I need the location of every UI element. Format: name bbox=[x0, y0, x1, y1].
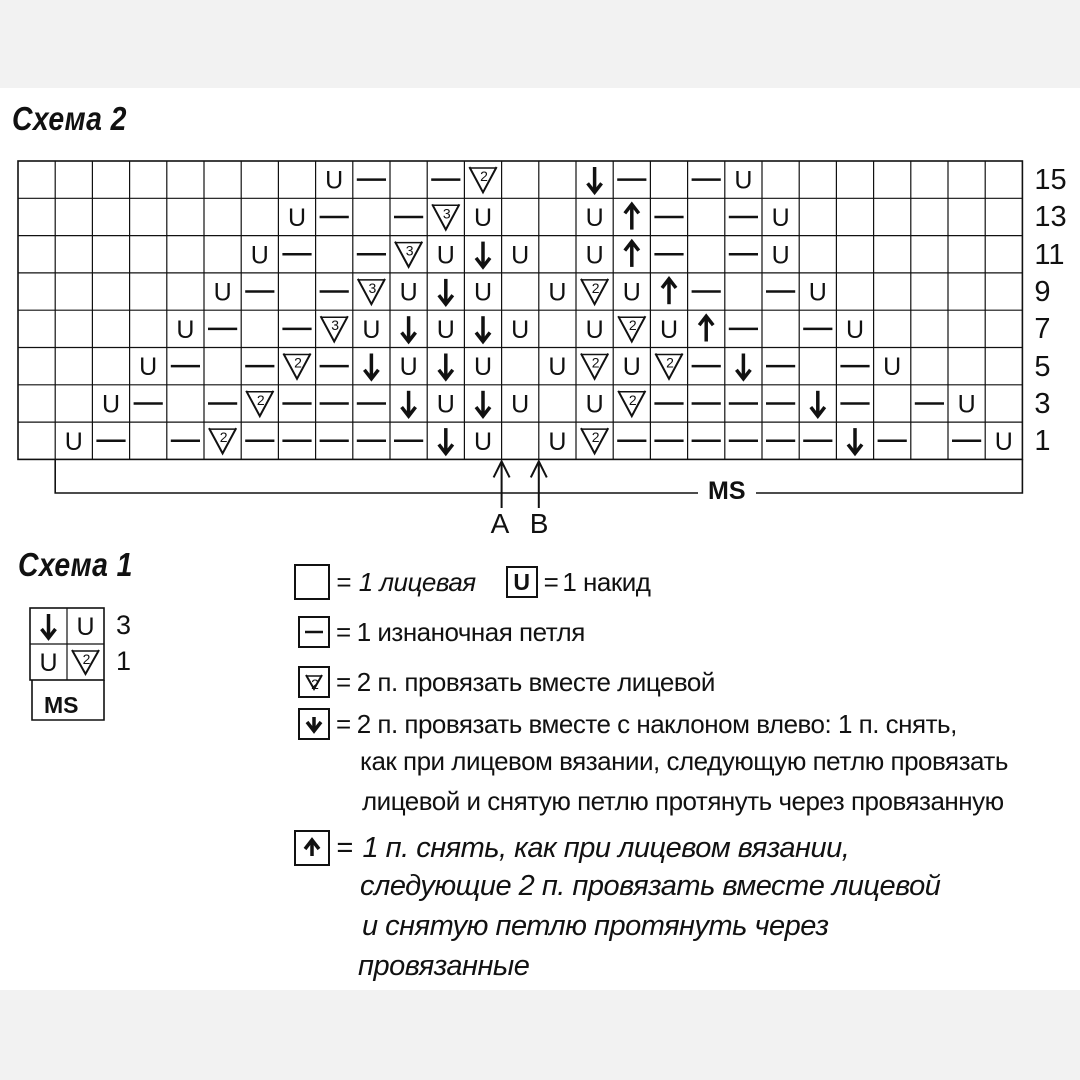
yarn-over-icon: U bbox=[734, 166, 753, 195]
svg-text:3: 3 bbox=[442, 205, 451, 222]
yarn-over-icon: U bbox=[64, 427, 83, 456]
sk2p-up-arrow-icon bbox=[305, 840, 319, 856]
schema2-row-number: 11 bbox=[1034, 238, 1065, 271]
yarn-over-icon: U bbox=[511, 390, 530, 419]
svg-text:2: 2 bbox=[311, 676, 319, 692]
arrow-a bbox=[494, 461, 510, 508]
yarn-over-icon: U bbox=[399, 353, 418, 382]
ssk-down-arrow-icon bbox=[307, 717, 321, 731]
yarn-over-icon: U bbox=[511, 315, 530, 344]
yarn-over-icon: U bbox=[473, 427, 493, 456]
schema1-row-number: 3 bbox=[116, 610, 132, 640]
marker-a-label: A bbox=[490, 508, 510, 539]
k2tog-icon bbox=[306, 675, 322, 692]
purl-icon bbox=[298, 616, 330, 648]
svg-text:2: 2 bbox=[591, 429, 600, 446]
legend-ssk-line3: лицевой и снятую петлю протянуть через провязанную bbox=[362, 786, 1004, 816]
schema1-title: Схема 1 bbox=[18, 546, 133, 583]
ms-label: MS bbox=[698, 479, 756, 504]
sk2p-up-arrow-icon bbox=[294, 830, 330, 866]
yarn-over-icon: U bbox=[473, 203, 493, 232]
schema2-title: Схема 2 bbox=[12, 100, 127, 137]
ssk-down-arrow-icon bbox=[298, 708, 330, 740]
svg-text:2: 2 bbox=[591, 279, 600, 296]
legend-knit: = 1 лицевая U = 1 накид bbox=[294, 564, 650, 600]
yarn-over-icon: U bbox=[548, 353, 567, 382]
knit-icon bbox=[294, 564, 330, 600]
yarn-over-icon: U bbox=[994, 427, 1013, 456]
schema2-row-number: 13 bbox=[1034, 201, 1067, 234]
yarn-over-icon: U bbox=[506, 566, 538, 598]
yarn-over-icon: U bbox=[622, 278, 641, 307]
yarn-over-icon: U bbox=[585, 390, 604, 419]
svg-text:3: 3 bbox=[405, 242, 414, 259]
yarn-over-icon: U bbox=[473, 353, 493, 382]
legend-sk2p: = 1 п. снять, как при лицевом вязании, bbox=[294, 830, 849, 866]
yarn-over-icon: U bbox=[436, 315, 455, 344]
yarn-over-icon: U bbox=[548, 278, 567, 307]
svg-text:3: 3 bbox=[368, 279, 377, 296]
yarn-over-icon: U bbox=[176, 315, 195, 344]
schema2-chart bbox=[0, 88, 1080, 548]
yarn-over-icon: U bbox=[213, 278, 232, 307]
legend-ssk: = 2 п. провязать вместе с наклоном влево: 1 п. снять, bbox=[298, 708, 957, 740]
yarn-over-icon: U bbox=[250, 241, 269, 270]
schema2-row-number: 1 bbox=[1034, 425, 1051, 458]
legend-ssk-line2: как при лицевом вязании, следующую петлю провязать bbox=[360, 746, 1008, 776]
yarn-over-icon: U bbox=[436, 241, 455, 270]
legend-sk2p-line2: следующие 2 п. провязать вместе лицевой bbox=[360, 870, 941, 902]
yarn-over-icon: U bbox=[585, 241, 604, 270]
svg-text:2: 2 bbox=[219, 429, 228, 446]
svg-text:2: 2 bbox=[294, 354, 302, 371]
yarn-over-icon: U bbox=[287, 203, 307, 232]
yarn-over-icon: U bbox=[101, 390, 121, 419]
svg-text:2: 2 bbox=[628, 391, 637, 408]
yarn-over-icon: U bbox=[76, 613, 95, 641]
yarn-over-icon: U bbox=[399, 278, 418, 307]
yarn-over-icon: U bbox=[622, 353, 641, 382]
schema2-row-number: 7 bbox=[1034, 313, 1051, 346]
yarn-over-icon: U bbox=[585, 203, 604, 232]
schema1-grid bbox=[30, 608, 104, 680]
svg-text:2: 2 bbox=[666, 354, 674, 371]
k2tog-icon bbox=[298, 666, 330, 698]
schema2-row-number: 3 bbox=[1034, 387, 1051, 420]
svg-text:2: 2 bbox=[82, 651, 91, 667]
yarn-over-icon: U bbox=[585, 315, 604, 344]
schema2-row-number: 9 bbox=[1034, 275, 1051, 308]
yarn-over-icon: U bbox=[845, 315, 865, 344]
yarn-over-icon: U bbox=[659, 315, 679, 344]
yarn-over-icon: U bbox=[883, 353, 902, 382]
yarn-over-icon: U bbox=[771, 203, 790, 232]
legend-k2tog: 2 = 2 п. провязать вместе лицевой bbox=[298, 666, 715, 698]
marker-b-label: B bbox=[529, 508, 549, 539]
yarn-over-icon: U bbox=[436, 390, 455, 419]
svg-text:2: 2 bbox=[591, 354, 600, 371]
legend-purl: = 1 изнаночная петля bbox=[298, 616, 585, 648]
svg-text:2: 2 bbox=[480, 168, 488, 184]
yarn-over-icon: U bbox=[771, 241, 790, 270]
yarn-over-icon: U bbox=[362, 315, 381, 344]
arrow-b bbox=[531, 461, 547, 508]
schema2-row-number: 5 bbox=[1034, 350, 1051, 383]
yarn-over-icon: U bbox=[548, 427, 567, 456]
yarn-over-icon: U bbox=[511, 241, 530, 270]
yarn-over-icon: U bbox=[957, 390, 976, 419]
yarn-over-icon: U bbox=[39, 649, 58, 677]
svg-text:2: 2 bbox=[628, 317, 637, 334]
svg-text:2: 2 bbox=[256, 391, 265, 408]
pattern-sheet bbox=[0, 88, 1080, 990]
schema2-row-number: 15 bbox=[1034, 164, 1067, 196]
yarn-over-icon: U bbox=[808, 278, 827, 307]
svg-text:3: 3 bbox=[331, 317, 340, 334]
yarn-over-icon: U bbox=[139, 353, 158, 382]
yarn-over-icon: U bbox=[473, 278, 493, 307]
schema1-row-number: 1 bbox=[116, 646, 132, 676]
legend-sk2p-line3: и снятую петлю протянуть через bbox=[362, 910, 829, 942]
yarn-over-icon: U bbox=[325, 166, 344, 195]
legend-sk2p-line4: провязанные bbox=[358, 950, 530, 982]
schema1-ms-label: MS bbox=[40, 694, 83, 717]
